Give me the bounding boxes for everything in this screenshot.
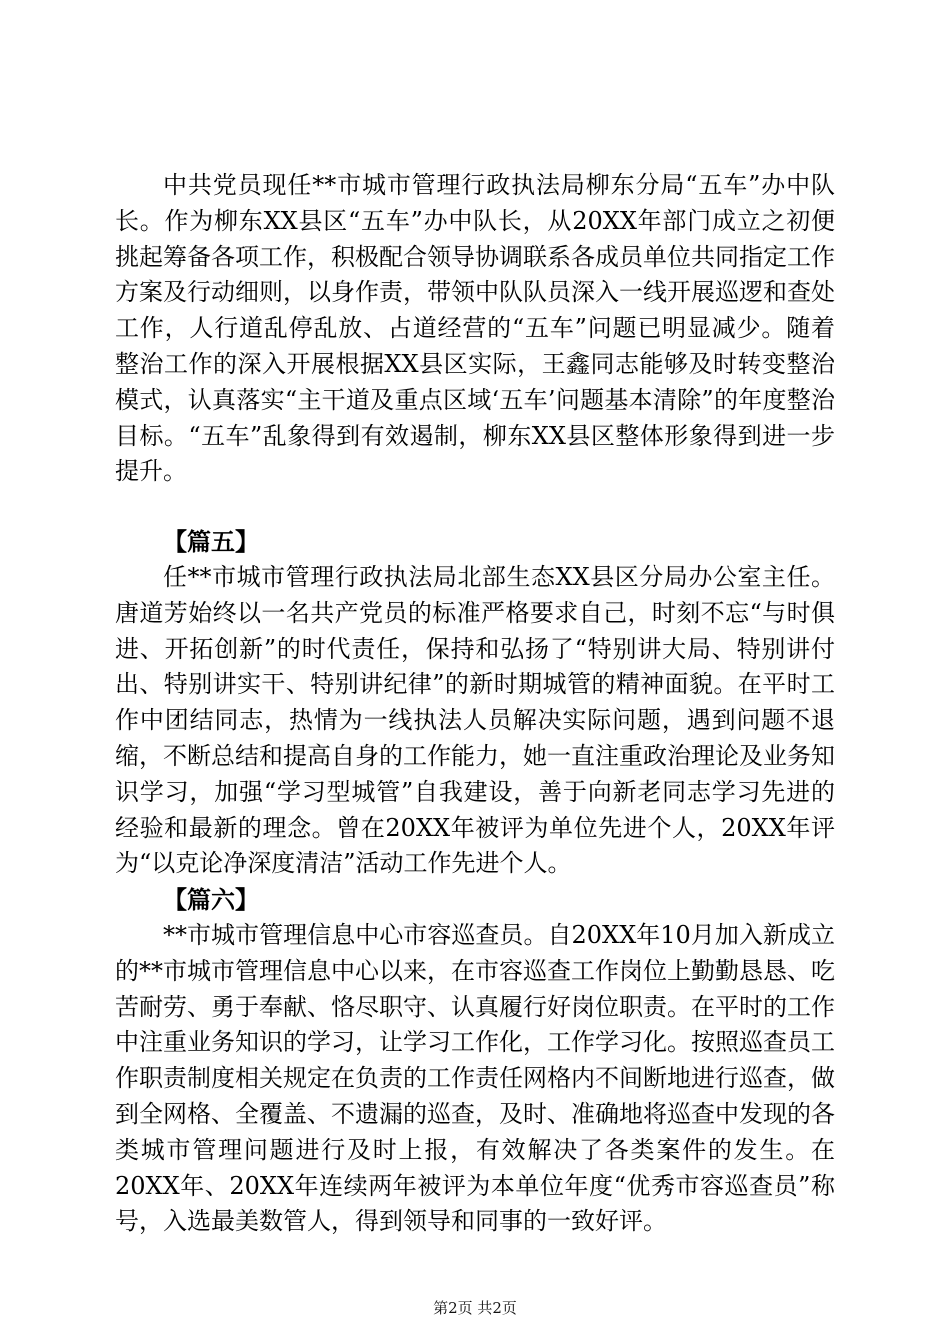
section-heading-6: 【篇六】 <box>163 885 259 915</box>
document-body <box>115 168 835 1240</box>
page-number-footer: 第2页 共2页 <box>433 1299 517 1317</box>
paragraph-intro: 中共党员现任**市城市管理行政执法局柳东分局“五车”办中队长。作为柳东XX县区“五车”办中队长，从20XX年部门成立之初便挑起筹备各项工作，积极配合领导协调联系各成员单位共同指定工作方案及行动细则，以身作责，带领中队队员深入一线开展巡逻和查处工作，人行道乱停乱放、占道经营的“五车”问题已明显减少。随着整治工作的深入开展根据XX县区实际，王鑫同志能够及时转变整治模式，认真落实“主干道及重点区域‘五车’问题基本清除”的年度整治目标。“五车”乱象得到有效遏制，柳东XX县区整体形象得到进一步提升。 <box>115 171 835 486</box>
paragraph-section-6: **市城市管理信息中心市容巡查员。自20XX年10月加入新成立的**市城市管理信息中心以来，在市容巡查工作岗位上勤勤恳恳、吃苦耐劳、勇于奉献、恪尽职守、认真履行好岗位职责。在平时的工作中注重业务知识的学习，让学习工作化，工作学习化。按照巡查员工作职责制度相关规定在负责的工作责任网格内不间断地进行巡查，做到全网格、全覆盖、不遗漏的巡查，及时、准确地将巡查中发现的各类城市管理问题进行及时上报，有效解决了各类案件的发生。在20XX年、20XX年连续两年被评为本单位年度“优秀市容巡查员”称号，入选最美数管人，得到领导和同事的一致好评。 <box>115 920 835 1236</box>
section-heading-5: 【篇五】 <box>163 527 259 557</box>
paragraph-section-5: 任**市城市管理行政执法局北部生态XX县区分局办公室主任。唐道芳始终以一名共产党员的标准严格要求自己，时刻不忘“与时俱进、开拓创新”的时代责任，保持和弘扬了“特别讲大局、特别讲付出、特别讲实干、特别讲纪律”的新时期城管的精神面貌。在平时工作中团结同志，热情为一线执法人员解决实际问题，遇到问题不退缩，不断总结和提高自身的工作能力，她一直注重政治理论及业务知识学习，加强“学习型城管”自我建设，善于向新老同志学习先进的经验和最新的理念。曾在20XX年被评为单位先进个人，20XX年评为“以克论净深度清洁”活动工作先进个人。 <box>115 562 835 878</box>
